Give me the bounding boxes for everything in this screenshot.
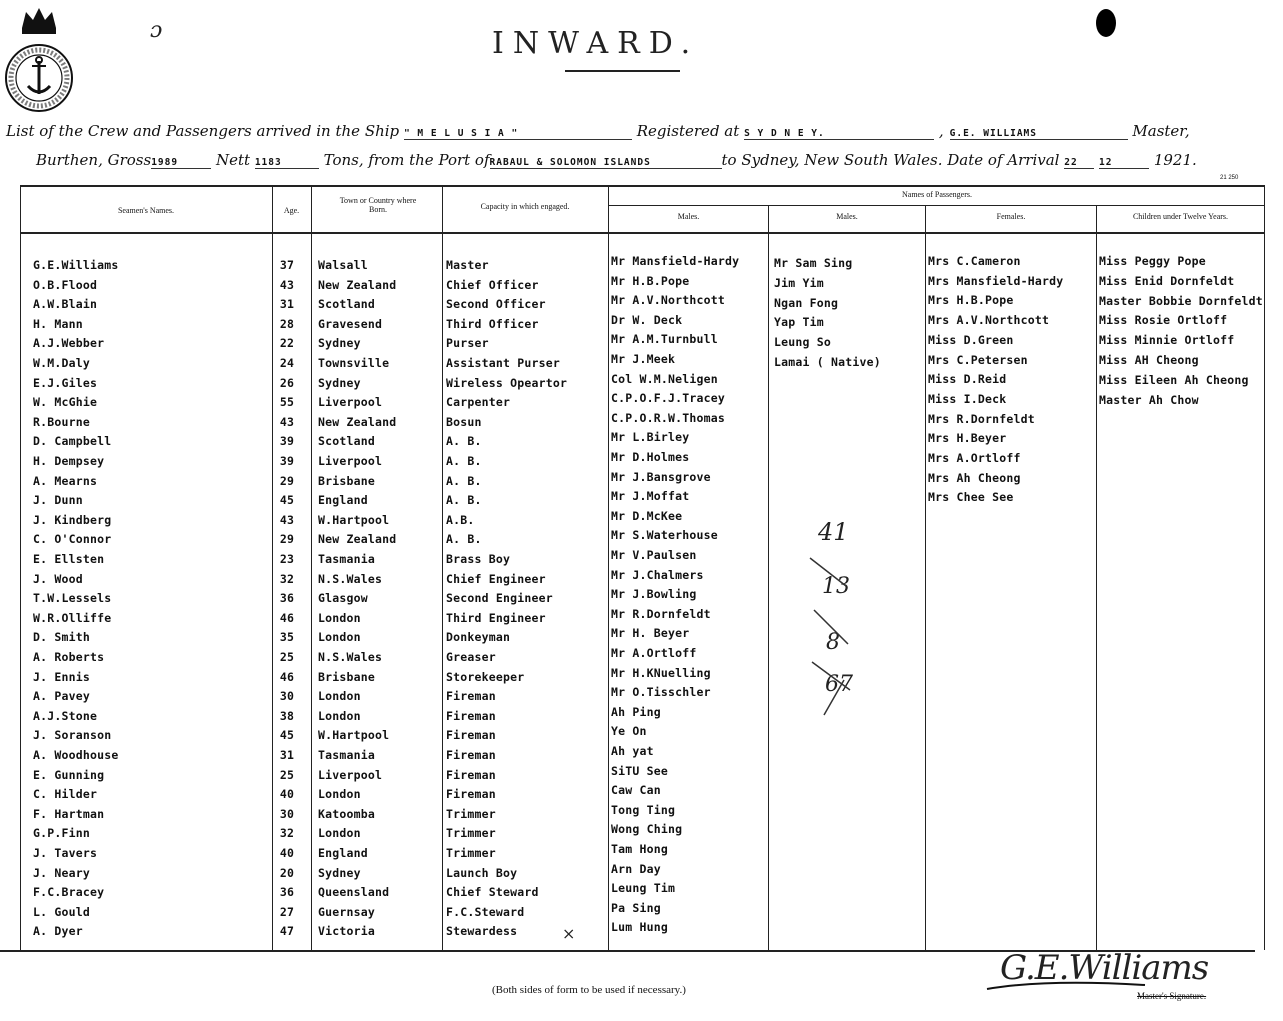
header-prefix: List of the Crew and Passengers arrived in the Ship [6,122,400,140]
gross-tons: 1989 [151,157,211,169]
crew-name: H. Dempsey [33,454,105,468]
crew-name: T.W.Lessels [33,591,112,605]
crew-name: J. Ennis [33,670,90,684]
crew-age: 30 [279,689,295,703]
male-passenger: Mr J.Moffat [611,489,690,503]
crew-age: 32 [279,826,295,840]
male-passenger: Mr R.Dornfeldt [611,607,711,621]
col-divider-right [1264,185,1265,950]
male-passenger: Dr W. Deck [611,313,683,327]
crew-age: 47 [279,924,295,938]
child-passenger: Master Bobbie Dornfeldt [1099,294,1263,308]
crew-capacity: Brass Boy [446,552,511,566]
crew-age: 20 [279,866,295,880]
crew-capacity: Fireman [446,748,496,762]
arrival-month: 12 [1099,157,1149,169]
crew-capacity: Chief Officer [446,278,539,292]
crew-name: C. O'Connor [33,532,112,546]
crew-name: W. McGhie [33,395,98,409]
crew-name: W.R.Olliffe [33,611,112,625]
crew-town: Brisbane [318,670,375,684]
crew-capacity: Stewardess [446,924,518,938]
male-passenger: Tong Ting [611,803,676,817]
crew-name: A. Woodhouse [33,748,119,762]
crew-town: New Zealand [318,415,397,429]
female-passenger: Mrs R.Dornfeldt [928,412,1035,426]
col-divider-town [311,185,312,950]
master-name: G.E. WILLIAMS [950,128,1128,140]
crew-age: 31 [279,748,295,762]
table-top-rule [20,185,1265,187]
crew-capacity: Wireless Opeartor [446,376,568,390]
crew-town: London [318,611,361,625]
footer-note: (Both sides of form to be used if necessary.) [492,984,686,996]
crew-town: Scotland [318,434,375,448]
crew-town: New Zealand [318,532,397,546]
crew-town: London [318,709,361,723]
crew-town: London [318,826,361,840]
crew-name: L. Gould [33,905,90,919]
male-passenger: Ngan Fong [774,296,839,310]
crew-age: 43 [279,415,295,429]
male-passenger: Lum Hung [611,920,668,934]
tally-mark-4: 67 [825,672,853,697]
crew-town: Sydney [318,336,361,350]
crew-name: J. Wood [33,572,83,586]
crew-name: J. Tavers [33,846,98,860]
child-passenger: Miss AH Cheong [1099,353,1199,367]
crew-name: E. Ellsten [33,552,105,566]
crew-age: 45 [279,728,295,742]
header-line-1: List of the Crew and Passengers arrived in the Ship " M E L U S I A " Registered at S Y D N E Y. , G.E. WILLIAMS Master, [6,122,1190,140]
col-header-age: Age. [283,206,300,215]
form-code: 21 250 [1220,175,1239,181]
crew-name: D. Campbell [33,434,112,448]
crew-age: 30 [279,807,295,821]
crew-town: Glasgow [318,591,368,605]
male-passenger: Leung Tim [611,881,676,895]
crew-capacity: Fireman [446,787,496,801]
col-header-passengers: Names of Passengers. [902,190,972,199]
crew-name: C. Hilder [33,787,98,801]
male-passenger: SiTU See [611,764,668,778]
arrival-day: 22 [1064,157,1094,169]
crew-capacity: Trimmer [446,846,496,860]
crew-age: 25 [279,768,295,782]
crew-capacity: A. B. [446,532,482,546]
crew-town: Brisbane [318,474,375,488]
female-passenger: Miss D.Green [928,333,1014,347]
female-passenger: Miss I.Deck [928,392,1007,406]
to-label: to Sydney, New South Wales. [721,151,943,169]
child-passenger: Miss Enid Dornfeldt [1099,274,1235,288]
col-header-children: Children under Twelve Years. [1132,212,1229,221]
crew-capacity: A. B. [446,434,482,448]
crew-town: England [318,846,368,860]
nett-tons: 1183 [255,157,319,169]
col-divider-left [20,185,21,950]
passenger-header-rule [609,205,1265,206]
crew-capacity: Assistant Purser [446,356,560,370]
col-header-females: Females. [996,212,1026,221]
crew-town: Guernsay [318,905,375,919]
male-passenger: Leung So [774,335,831,349]
crew-age: 38 [279,709,295,723]
male-passenger: Yap Tim [774,315,824,329]
female-passenger: Mrs H.B.Pope [928,293,1014,307]
crew-name: D. Smith [33,630,90,644]
male-passenger: Ah yat [611,744,654,758]
male-passenger: Mr L.Birley [611,430,690,444]
crew-town: N.S.Wales [318,572,383,586]
crew-name: G.E.Williams [33,258,119,272]
crew-town: N.S.Wales [318,650,383,664]
crew-town: W.Hartpool [318,728,390,742]
male-passenger: Mr A.M.Turnbull [611,332,718,346]
burthen-label: Burthen, Gross [36,151,152,169]
crew-capacity: A.B. [446,513,475,527]
crew-capacity: Third Officer [446,317,539,331]
male-passenger: Ye On [611,724,647,738]
registered-label: Registered at [636,122,740,140]
arrival-label: Date of Arrival [947,151,1060,169]
crew-town: Walsall [318,258,368,272]
col-divider-males1 [608,185,609,950]
col-divider-children [1096,205,1097,950]
crew-age: 25 [279,650,295,664]
crew-town: London [318,689,361,703]
pencil-cross: × [562,924,576,943]
child-passenger: Miss Peggy Pope [1099,254,1206,268]
crew-age: 40 [279,846,295,860]
crew-name: A. Roberts [33,650,105,664]
male-passenger: Ah Ping [611,705,661,719]
table-header-rule [20,232,1265,234]
male-passenger: Lamai ( Native) [774,355,881,369]
crew-name: H. Mann [33,317,83,331]
crew-town: Liverpool [318,768,383,782]
crew-age: 23 [279,552,295,566]
crew-name: E. Gunning [33,768,105,782]
crew-name: J. Kindberg [33,513,112,527]
col-header-capacity: Capacity in which engaged. [480,202,570,211]
crew-town: W.Hartpool [318,513,390,527]
ink-blot [1094,6,1120,40]
page-title: INWARD. [492,26,700,61]
female-passenger: Mrs Chee See [928,490,1014,504]
crew-age: 36 [279,885,295,899]
male-passenger: Mr D.McKee [611,509,683,523]
child-passenger: Miss Minnie Ortloff [1099,333,1235,347]
col-header-town: Town or Country where Born. [339,196,417,214]
crew-capacity: Chief Engineer [446,572,546,586]
crew-name: W.M.Daly [33,356,90,370]
female-passenger: Mrs Ah Cheong [928,471,1021,485]
female-passenger: Mrs A.Ortloff [928,451,1021,465]
from-port: RABAUL & SOLOMON ISLANDS [490,157,722,169]
crew-town: Townsville [318,356,390,370]
crew-age: 55 [279,395,295,409]
crew-capacity: Greaser [446,650,496,664]
female-passenger: Mrs Mansfield-Hardy [928,274,1064,288]
crew-age: 43 [279,513,295,527]
crew-capacity: Bosun [446,415,482,429]
crew-age: 43 [279,278,295,292]
tons-label: Tons, from the Port of [323,151,490,169]
signature-flourish [985,975,1155,995]
crew-capacity: A. B. [446,474,482,488]
crew-name: J. Neary [33,866,90,880]
tally-mark-1: 41 [818,518,849,546]
crew-capacity: Third Engineer [446,611,546,625]
male-passenger: Mr O.Tisschler [611,685,711,699]
male-passenger: Mr H.KNuelling [611,666,711,680]
crew-town: Sydney [318,866,361,880]
crew-capacity: Second Officer [446,297,546,311]
tally-mark-2: 13 [822,574,850,599]
crew-capacity: F.C.Steward [446,905,525,919]
crew-name: A. Pavey [33,689,90,703]
male-passenger: Tam Hong [611,842,668,856]
crew-capacity: Purser [446,336,489,350]
sydney-shipping-masters-seal [4,6,74,118]
crew-age: 22 [279,336,295,350]
signature-caption: Master's Signature. [1137,991,1207,1001]
crew-name: F.C.Bracey [33,885,105,899]
female-passenger: Mrs H.Beyer [928,431,1007,445]
crew-age: 37 [279,258,295,272]
crew-capacity: Carpenter [446,395,511,409]
male-passenger: Mr H.B.Pope [611,274,690,288]
crew-age: 27 [279,905,295,919]
male-passenger: Mr D.Holmes [611,450,690,464]
crew-age: 40 [279,787,295,801]
male-passenger: C.P.O.F.J.Tracey [611,391,725,405]
crew-age: 29 [279,474,295,488]
nett-label: Nett [215,151,251,169]
crew-age: 29 [279,532,295,546]
female-passenger: Mrs A.V.Northcott [928,313,1050,327]
pencil-mark: ɔ [150,18,163,43]
male-passenger: Mr Mansfield-Hardy [611,254,740,268]
male-passenger: Pa Sing [611,901,661,915]
crew-town: Liverpool [318,395,383,409]
header-line-2 [36,151,1197,169]
crew-town: Sydney [318,376,361,390]
crew-age: 26 [279,376,295,390]
crew-age: 46 [279,611,295,625]
male-passenger: Jim Yim [774,276,824,290]
crew-capacity: Master [446,258,489,272]
col-header-males-1: Males. [677,212,700,221]
crew-name: A. Mearns [33,474,98,488]
female-passenger: Miss D.Reid [928,372,1007,386]
crew-capacity: Donkeyman [446,630,511,644]
crew-capacity: Fireman [446,689,496,703]
crew-name: A.J.Stone [33,709,98,723]
crew-town: Queensland [318,885,390,899]
crew-town: Tasmania [318,552,375,566]
crew-name: J. Soranson [33,728,112,742]
crew-capacity: Fireman [446,709,496,723]
crew-name: E.J.Giles [33,376,98,390]
title-underline [565,70,680,72]
male-passenger: Mr A.V.Northcott [611,293,725,307]
col-header-seamen: Seamen's Names. [117,206,175,215]
crew-town: New Zealand [318,278,397,292]
col-divider-capacity [442,185,443,950]
crew-town: Gravesend [318,317,383,331]
crew-age: 36 [279,591,295,605]
male-passenger: Mr H. Beyer [611,626,690,640]
male-passenger: Wong Ching [611,822,683,836]
crew-town: England [318,493,368,507]
master-label: Master, [1132,122,1190,140]
male-passenger: Mr J.Meek [611,352,676,366]
male-passenger: Mr J.Bowling [611,587,697,601]
crew-town: Scotland [318,297,375,311]
female-passenger: Mrs C.Petersen [928,353,1028,367]
crew-town: London [318,787,361,801]
crew-age: 35 [279,630,295,644]
male-passenger: Arn Day [611,862,661,876]
crew-age: 31 [279,297,295,311]
male-passenger: Caw Can [611,783,661,797]
col-divider-females [925,205,926,950]
crew-town: Liverpool [318,454,383,468]
crew-name: O.B.Flood [33,278,98,292]
crew-age: 32 [279,572,295,586]
crew-name: J. Dunn [33,493,83,507]
child-passenger: Master Ah Chow [1099,393,1199,407]
crew-capacity: Launch Boy [446,866,518,880]
crew-age: 45 [279,493,295,507]
crew-name: A. Dyer [33,924,83,938]
crew-age: 46 [279,670,295,684]
arrival-year: 1921. [1153,151,1197,169]
crew-town: London [318,630,361,644]
male-passenger: Col W.M.Neligen [611,372,718,386]
child-passenger: Miss Rosie Ortloff [1099,313,1228,327]
crew-capacity: A. B. [446,493,482,507]
child-passenger: Miss Eileen Ah Cheong [1099,373,1249,387]
crew-name: A.J.Webber [33,336,105,350]
tally-strokes [800,540,860,720]
crew-capacity: Trimmer [446,807,496,821]
col-divider-males2 [768,205,769,950]
master-signature: G.E.Williams [1000,948,1209,988]
female-passenger: Mrs C.Cameron [928,254,1021,268]
crew-town: Katoomba [318,807,375,821]
crew-town: Victoria [318,924,375,938]
crew-capacity: Storekeeper [446,670,525,684]
male-passenger: Mr A.Ortloff [611,646,697,660]
crew-age: 28 [279,317,295,331]
col-header-males-2: Males. [836,212,858,221]
crew-capacity: Fireman [446,728,496,742]
male-passenger: Mr V.Paulsen [611,548,697,562]
crew-name: G.P.Finn [33,826,90,840]
ship-name: " M E L U S I A " [404,128,632,140]
crew-name: F. Hartman [33,807,105,821]
male-passenger: Mr Sam Sing [774,256,853,270]
crew-capacity: A. B. [446,454,482,468]
crew-capacity: Second Engineer [446,591,553,605]
crew-age: 39 [279,434,295,448]
male-passenger: C.P.O.R.W.Thomas [611,411,725,425]
crew-name: R.Bourne [33,415,90,429]
crew-age: 24 [279,356,295,370]
registered-port: S Y D N E Y. [744,128,934,140]
male-passenger: Mr J.Chalmers [611,568,704,582]
crew-age: 39 [279,454,295,468]
male-passenger: Mr J.Bansgrove [611,470,711,484]
crew-town: Tasmania [318,748,375,762]
crew-capacity: Trimmer [446,826,496,840]
crew-capacity: Fireman [446,768,496,782]
crew-name: A.W.Blain [33,297,98,311]
crew-capacity: Chief Steward [446,885,539,899]
male-passenger: Mr S.Waterhouse [611,528,718,542]
tally-mark-3: 8 [826,630,840,655]
